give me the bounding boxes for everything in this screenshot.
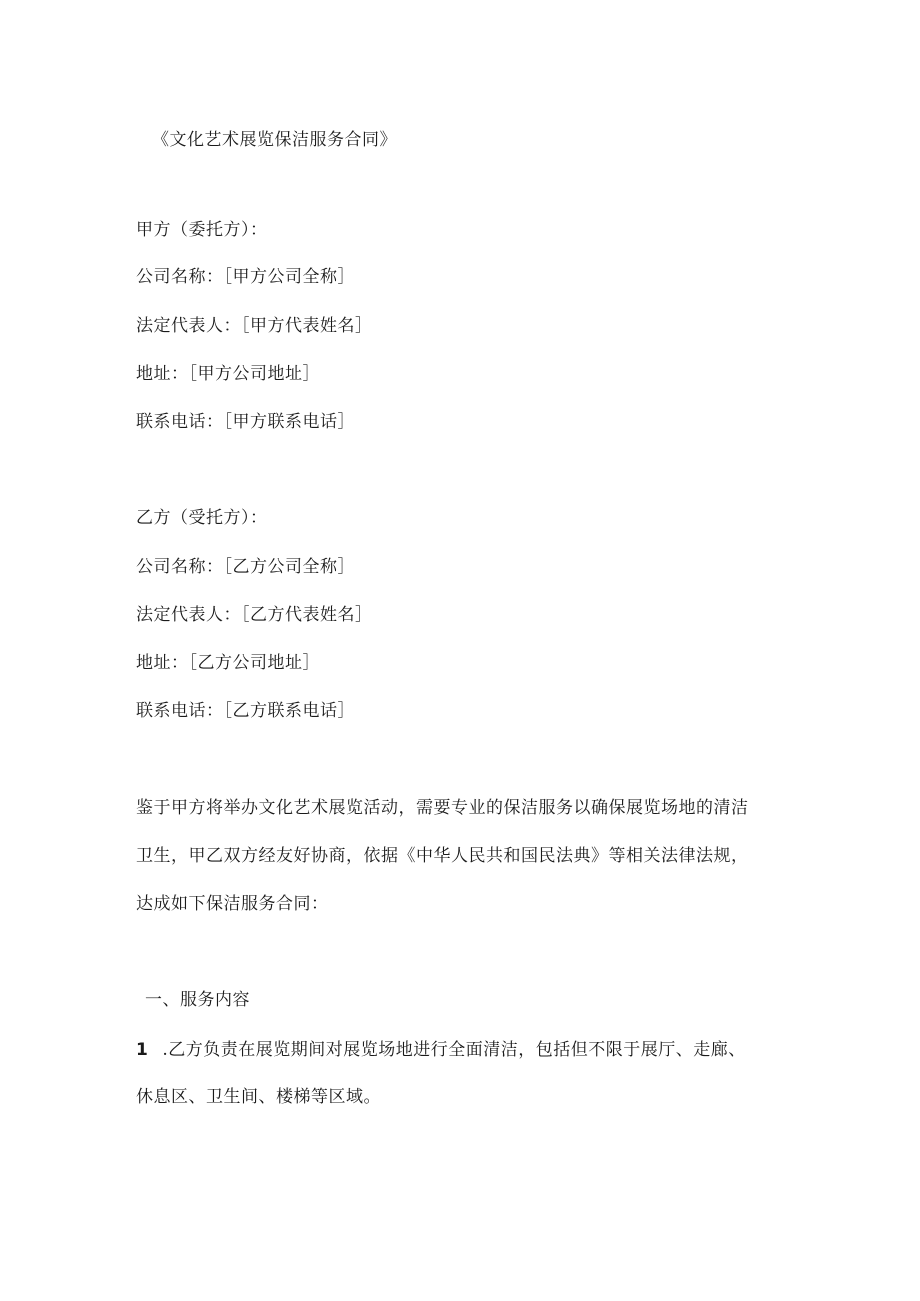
party-a-heading: 甲方（委托方）：	[136, 220, 268, 240]
party-a-phone: 联系电话：［甲方联系电话］	[136, 412, 355, 432]
party-a-company: 公司名称：［甲方公司全称］	[136, 267, 355, 287]
preamble-line: 达成如下保洁服务合同：	[136, 894, 329, 914]
item-text: .乙方负责在展览期间对展览场地进行全面清洁，包括但不限于展厅、走廊、	[162, 1040, 746, 1060]
party-a-representative: 法定代表人：［甲方代表姓名］	[136, 316, 373, 336]
party-b-company: 公司名称：［乙方公司全称］	[136, 557, 355, 577]
party-a-address: 地址：［甲方公司地址］	[136, 364, 320, 384]
item-number: 1	[136, 1040, 149, 1060]
party-b-representative: 法定代表人：［乙方代表姓名］	[136, 605, 373, 625]
party-b-address: 地址：［乙方公司地址］	[136, 653, 320, 673]
contract-title: 《文化艺术展览保洁服务合同》	[152, 130, 397, 150]
preamble-line: 鉴于甲方将举办文化艺术展览活动，需要专业的保洁服务以确保展览场地的清洁	[136, 798, 749, 818]
section-1-heading: 一、服务内容	[145, 990, 250, 1010]
preamble-line: 卫生，甲乙双方经友好协商，依据《中华人民共和国民法典》等相关法律法规，	[136, 846, 749, 866]
party-b-heading: 乙方（受托方）：	[136, 508, 268, 528]
section-1-item-1-continued: 休息区、卫生间、楼梯等区域。	[136, 1087, 381, 1107]
section-1-item-1	[136, 1039, 746, 1061]
party-b-phone: 联系电话：［乙方联系电话］	[136, 701, 355, 721]
